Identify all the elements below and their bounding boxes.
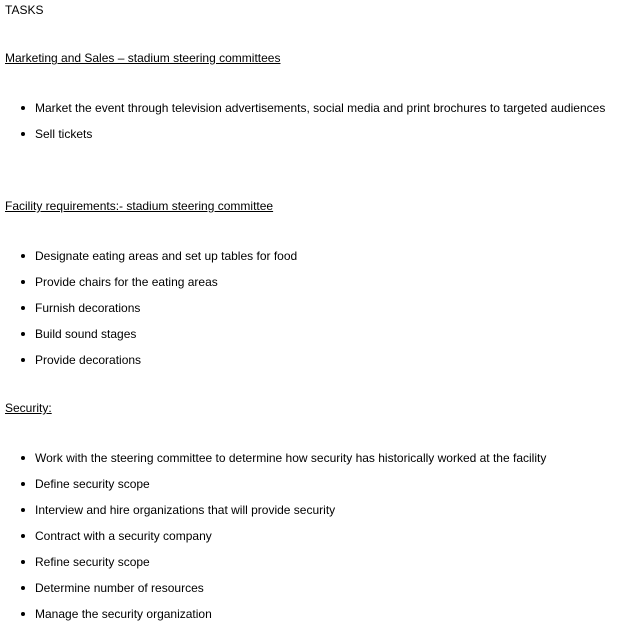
- security-task-list: [0, 451, 546, 633]
- list-item: Sell tickets: [0, 127, 605, 153]
- list-item: Designate eating areas and set up tables for food: [0, 249, 297, 275]
- list-item: Build sound stages: [0, 327, 297, 353]
- list-item: Provide chairs for the eating areas: [0, 275, 297, 301]
- section-heading-marketing: Marketing and Sales – stadium steering committees: [5, 51, 281, 65]
- section-heading-security: Security:: [5, 401, 52, 415]
- list-item: Contract with a security company: [0, 529, 546, 555]
- marketing-task-list: [0, 101, 605, 153]
- list-item: Manage the security organization: [0, 607, 546, 633]
- list-item: Refine security scope: [0, 555, 546, 581]
- section-heading-facility: Facility requirements:- stadium steering committee: [5, 199, 274, 213]
- page-title: TASKS: [5, 3, 44, 17]
- list-item: Market the event through television advertisements, social media and print brochures to targeted audiences: [0, 101, 605, 127]
- list-item: Work with the steering committee to determine how security has historically worked at the facility: [0, 451, 546, 477]
- facility-task-list: [0, 249, 297, 379]
- list-item: Furnish decorations: [0, 301, 297, 327]
- list-item: Provide decorations: [0, 353, 297, 379]
- list-item: Define security scope: [0, 477, 546, 503]
- list-item: Determine number of resources: [0, 581, 546, 607]
- list-item: Interview and hire organizations that will provide security: [0, 503, 546, 529]
